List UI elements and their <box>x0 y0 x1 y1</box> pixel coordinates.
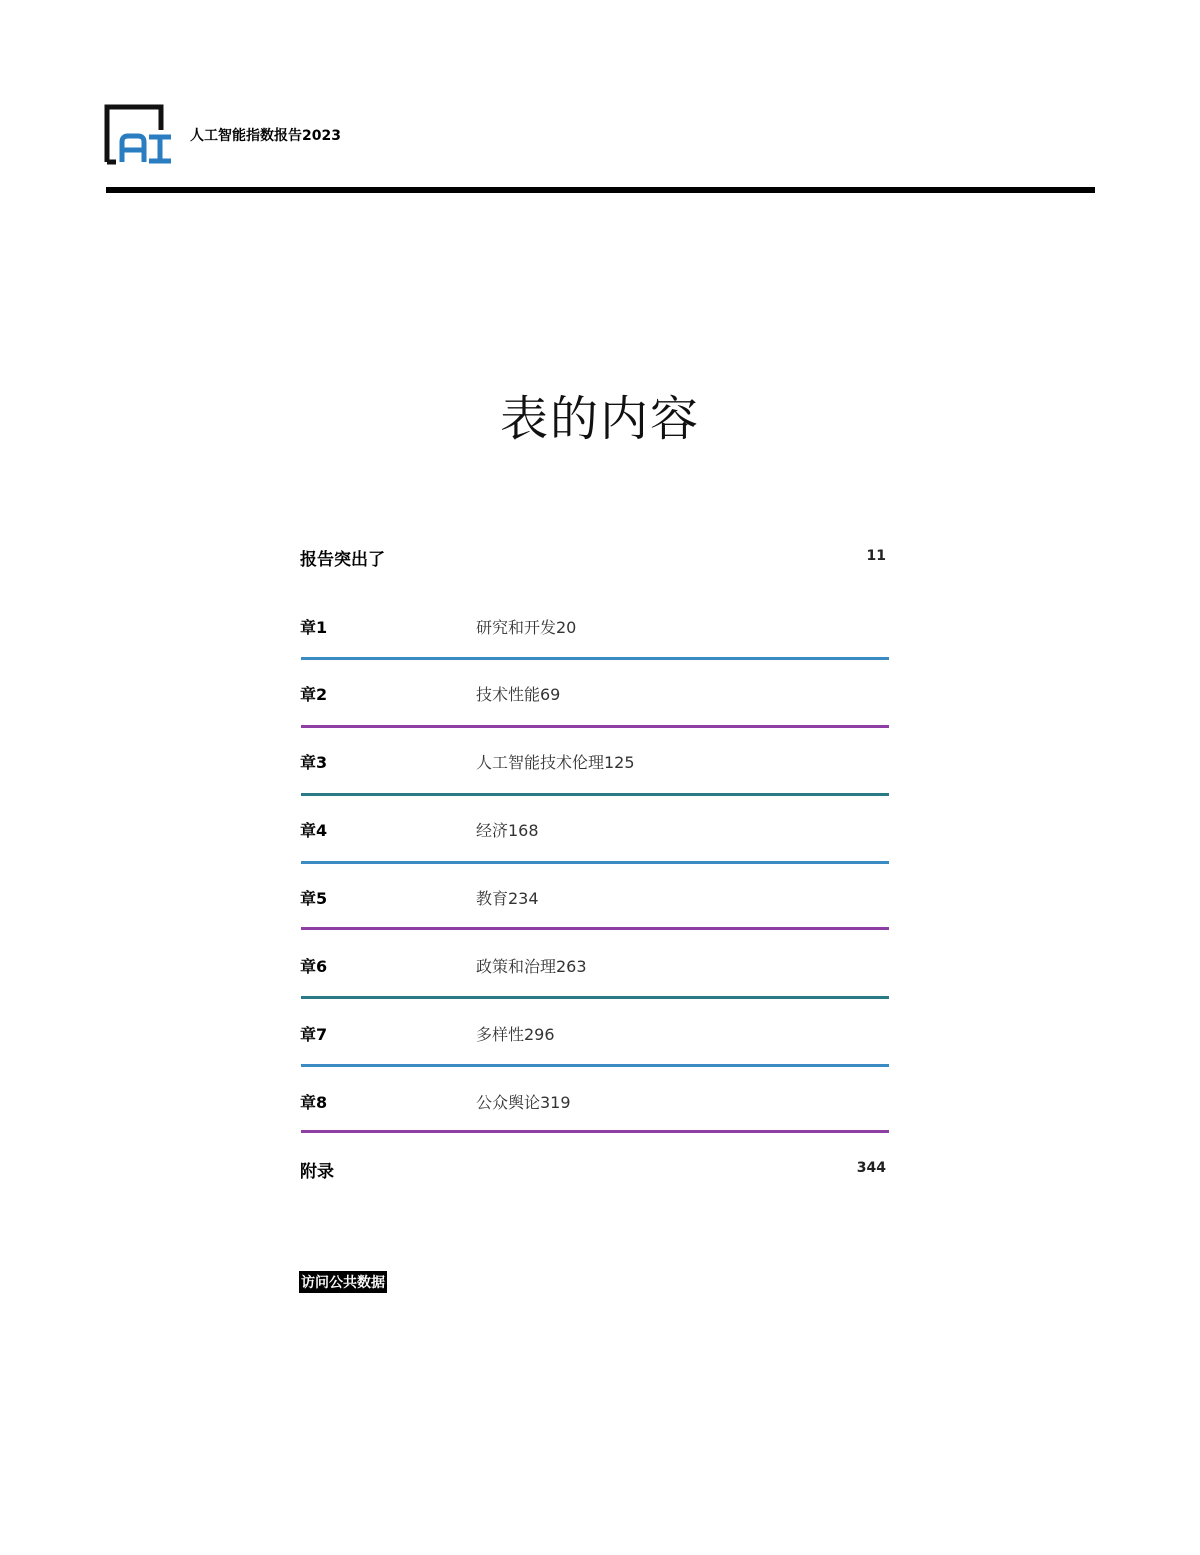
toc-chapter-5[interactable] <box>300 886 890 906</box>
chapter-divider <box>301 1130 889 1133</box>
chapter-title: 人工智能技术伦理125 <box>476 753 635 772</box>
header-rule <box>106 187 1095 193</box>
chapter-label: 章7 <box>300 1025 328 1044</box>
chapter-title: 技术性能69 <box>476 685 561 704</box>
toc-chapter-8[interactable] <box>300 1090 890 1110</box>
chapter-divider <box>301 657 889 660</box>
chapter-title: 政策和治理263 <box>476 957 587 976</box>
chapter-divider <box>301 1064 889 1067</box>
chapter-divider <box>301 725 889 728</box>
toc-chapter-6[interactable] <box>300 954 890 974</box>
chapter-title: 研究和开发20 <box>476 618 577 637</box>
toc-appendix-page: 344 <box>856 1160 886 1176</box>
chapter-title: 公众舆论319 <box>476 1093 571 1112</box>
toc-chapter-3[interactable] <box>300 750 890 770</box>
chapter-title: 经济168 <box>476 821 539 840</box>
chapter-label: 章8 <box>300 1093 328 1112</box>
chapter-divider <box>301 927 889 930</box>
toc-title: 表的内容 <box>499 391 700 447</box>
chapter-label: 章2 <box>300 685 328 704</box>
ai-index-logo <box>104 104 174 166</box>
chapter-label: 章3 <box>300 753 328 772</box>
chapter-label: 章1 <box>300 618 328 637</box>
toc-chapter-2[interactable] <box>300 682 890 702</box>
chapter-title: 教育234 <box>476 889 539 908</box>
toc-appendix-label: 附录 <box>300 1162 334 1182</box>
chapter-divider <box>301 793 889 796</box>
toc-highlights-label: 报告突出了 <box>300 550 385 570</box>
chapter-label: 章4 <box>300 821 328 840</box>
chapter-divider <box>301 861 889 864</box>
toc-chapter-1[interactable] <box>300 615 890 635</box>
toc-chapter-4[interactable] <box>300 818 890 838</box>
report-title: 人工智能指数报告2023 <box>190 128 341 144</box>
chapter-title: 多样性296 <box>476 1025 555 1044</box>
public-data-link[interactable]: 访问公共数据 <box>299 1271 387 1293</box>
toc-chapter-7[interactable] <box>300 1022 890 1042</box>
chapter-label: 章6 <box>300 957 328 976</box>
toc-highlights-page: 11 <box>866 548 886 564</box>
chapter-label: 章5 <box>300 889 328 908</box>
chapter-divider <box>301 996 889 999</box>
